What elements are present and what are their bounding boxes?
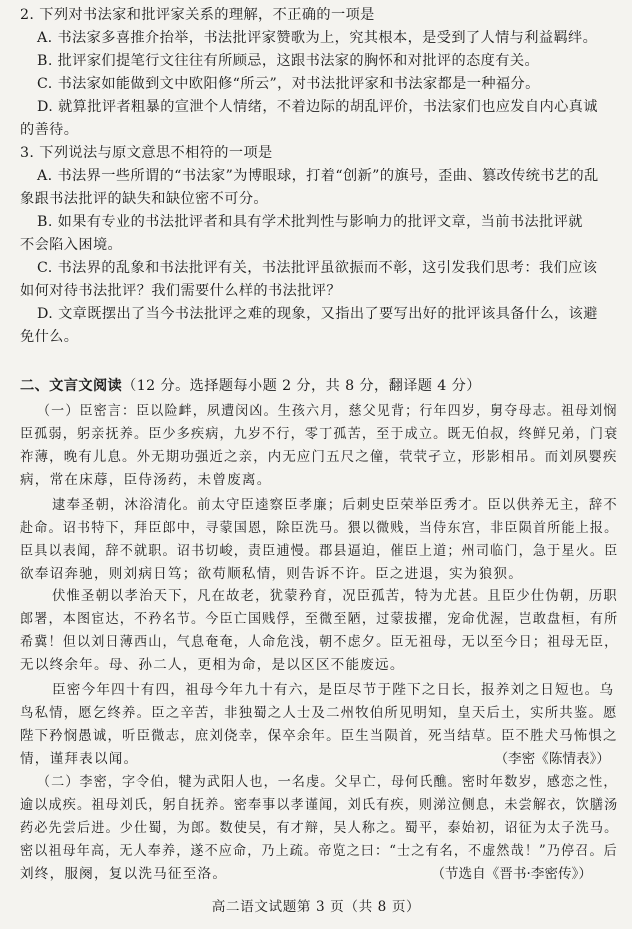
passage-1-line: 病，常在床蓐，臣侍汤药，未曾废离。 [20,472,272,488]
page-footer: 高二语文试题第 3 页（共 8 页） [211,899,421,915]
passage-1-line: 希冀！但以刘日薄西山，气息奄奄，人命危浅，朝不虑夕。臣无祖母，无以至今日；祖母无臣， [20,634,619,650]
question-3-option-c: C. 书法界的乱象和书法批评有关，书法批评虽欲振而不彰，这引发我们思考：我们应该 [37,260,598,276]
question-2-option-a: A. 书法家多喜推介抬举，书法批评家赞歌为上，究其根本，是受到了人情与利益羁绊。 [37,30,598,46]
passage-2-source: （节选自《晋书·李密传》） [431,866,592,882]
section-score-note: （12 分。选择题每小题 2 分，共 8 分，翻译题 4 分） [122,378,481,394]
question-3-option-c-cont: 如何对待书法批评？我们需要什么样的书法批评？ [20,283,341,299]
question-2-option-d: D. 就算批评者粗暴的宣泄个人情绪，不着边际的胡乱评价，书法家们也应发自内心真诚 [37,99,598,115]
passage-1-line: 情，谨拜表以闻。 [20,751,139,767]
question-3-option-d: D. 文章既摆出了当今书法批评之难的现象，又指出了要写出好的批评该具备什么，该避 [37,306,598,322]
passage-1-line: （一）臣密言：臣以险衅，夙遭闵凶。生孩六月，慈父见背；行年四岁，舅夺母志。祖母刘悯 [37,403,618,419]
question-2-option-c: C. 书法家如能做到文中欧阳修“所云”，对书法批评家和书法家都是一种福分。 [37,76,540,92]
question-3-stem: 3. 下列说法与原文意思不相符的一项是 [20,145,273,161]
question-3-option-b: B. 如果有专业的书法批评者和具有学术批判性与影响力的批评文章，当前书法批评就 [37,214,583,230]
section-heading [20,376,481,396]
passage-1-source: （李密《陈情表》） [494,751,610,767]
passage-1-line: 郎署，本图宦达，不矜名节。今臣亡国贱俘，至微至陋，过蒙拔擢，宠命优渥，岂敢盘桓，有所 [20,611,619,627]
passage-1-line: 陛下矜悯愚诚，听臣微志，庶刘侥幸，保卒余年。臣生当陨首，死当结草。臣不胜犬马怖惧之 [20,728,618,744]
passage-1-line: 赴命。诏书特下，拜臣郎中，寻蒙国恩，除臣洗马。猥以微贱，当侍东宫，非臣陨首所能上报。 [20,520,619,536]
section-title: 二、文言文阅读 [20,378,123,394]
passage-2-line: 刘终，服阕，复以洗马征至洛。 [20,866,228,882]
passage-2-line: 逾以成疾。祖母刘氏，躬自抚养。密奉事以孝谨闻，刘氏有疾，则涕泣侧息，未尝解衣，饮膳汤 [20,797,619,813]
passage-1-line: 臣具以表闻，辞不就职。诏书切峻，责臣逋慢。郡县逼迫，催臣上道；州司临门，急于星火。臣 [20,543,619,559]
passage-1-line: 臣密今年四十有四，祖母今年九十有六，是臣尽节于陛下之日长，报养刘之日短也。乌 [52,682,615,698]
passage-1-line: 祚薄，晚有儿息。外无期功强近之亲，内无应门五尺之僮，茕茕孑立，形影相吊。而刘夙婴疾 [20,449,618,465]
passage-2-line: 密以祖母年高，无人奉养，遂不应命，乃上疏。帝览之曰：“士之有名，不虚然哉！”乃停召。后 [20,843,618,859]
passage-1-line: 臣孤弱，躬亲抚养。臣少多疾病，九岁不行，零丁孤苦，至于成立。既无伯叔，终鲜兄弟，门衰 [20,426,619,442]
passage-1-line: 无以终余年。母、孙二人，更相为命，是以区区不能废远。 [20,657,405,673]
question-2-option-b: B. 批评家们提笔行文往往有所顾忌，这跟书法家的胸怀和对批评的态度有关。 [37,53,540,69]
question-2-stem: 2. 下列对书法家和批评家关系的理解，不正确的一项是 [20,7,375,23]
passage-1-line: 逮奉圣朝，沐浴清化。前太守臣逵察臣孝廉；后刺史臣荣举臣秀才。臣以供养无主，辞不 [52,497,618,513]
passage-1-line: 欲奉诏奔驰，则刘病日笃；欲苟顺私情，则告诉不许。臣之进退，实为狼狈。 [20,566,523,582]
question-3-option-b-cont: 不会陷入困境。 [20,237,123,253]
passage-2-line: （二）李密，字令伯，犍为武阳人也，一名虔。父早亡，母何氏醮。密时年数岁，感恋之性， [37,774,618,790]
question-2-option-d-cont: 的善待。 [20,122,79,138]
passage-2-line: 药必先尝后进。少仕蜀，为郎。数使吴，有才辩，吴人称之。蜀平，泰始初，诏征为太子洗马。 [20,820,619,836]
passage-1-line: 伏惟圣朝以孝治天下，凡在故老，犹蒙矜育，况臣孤苦，特为尤甚。且臣少仕伪朝，历职 [52,588,618,604]
question-3-option-a-cont: 象跟书法批评的缺失和缺位密不可分。 [20,191,268,207]
question-3-option-a: A. 书法界一些所谓的“书法家”为博眼球，打着“创新”的旗号，歪曲、篡改传统书艺的乱 [37,168,599,184]
question-3-option-d-cont: 免什么。 [20,329,79,345]
passage-1-line: 鸟私情，愿乞终养。臣之辛苦，非独蜀之人士及二州牧伯所见明知，皇天后土，实所共鉴。愿 [20,705,618,721]
